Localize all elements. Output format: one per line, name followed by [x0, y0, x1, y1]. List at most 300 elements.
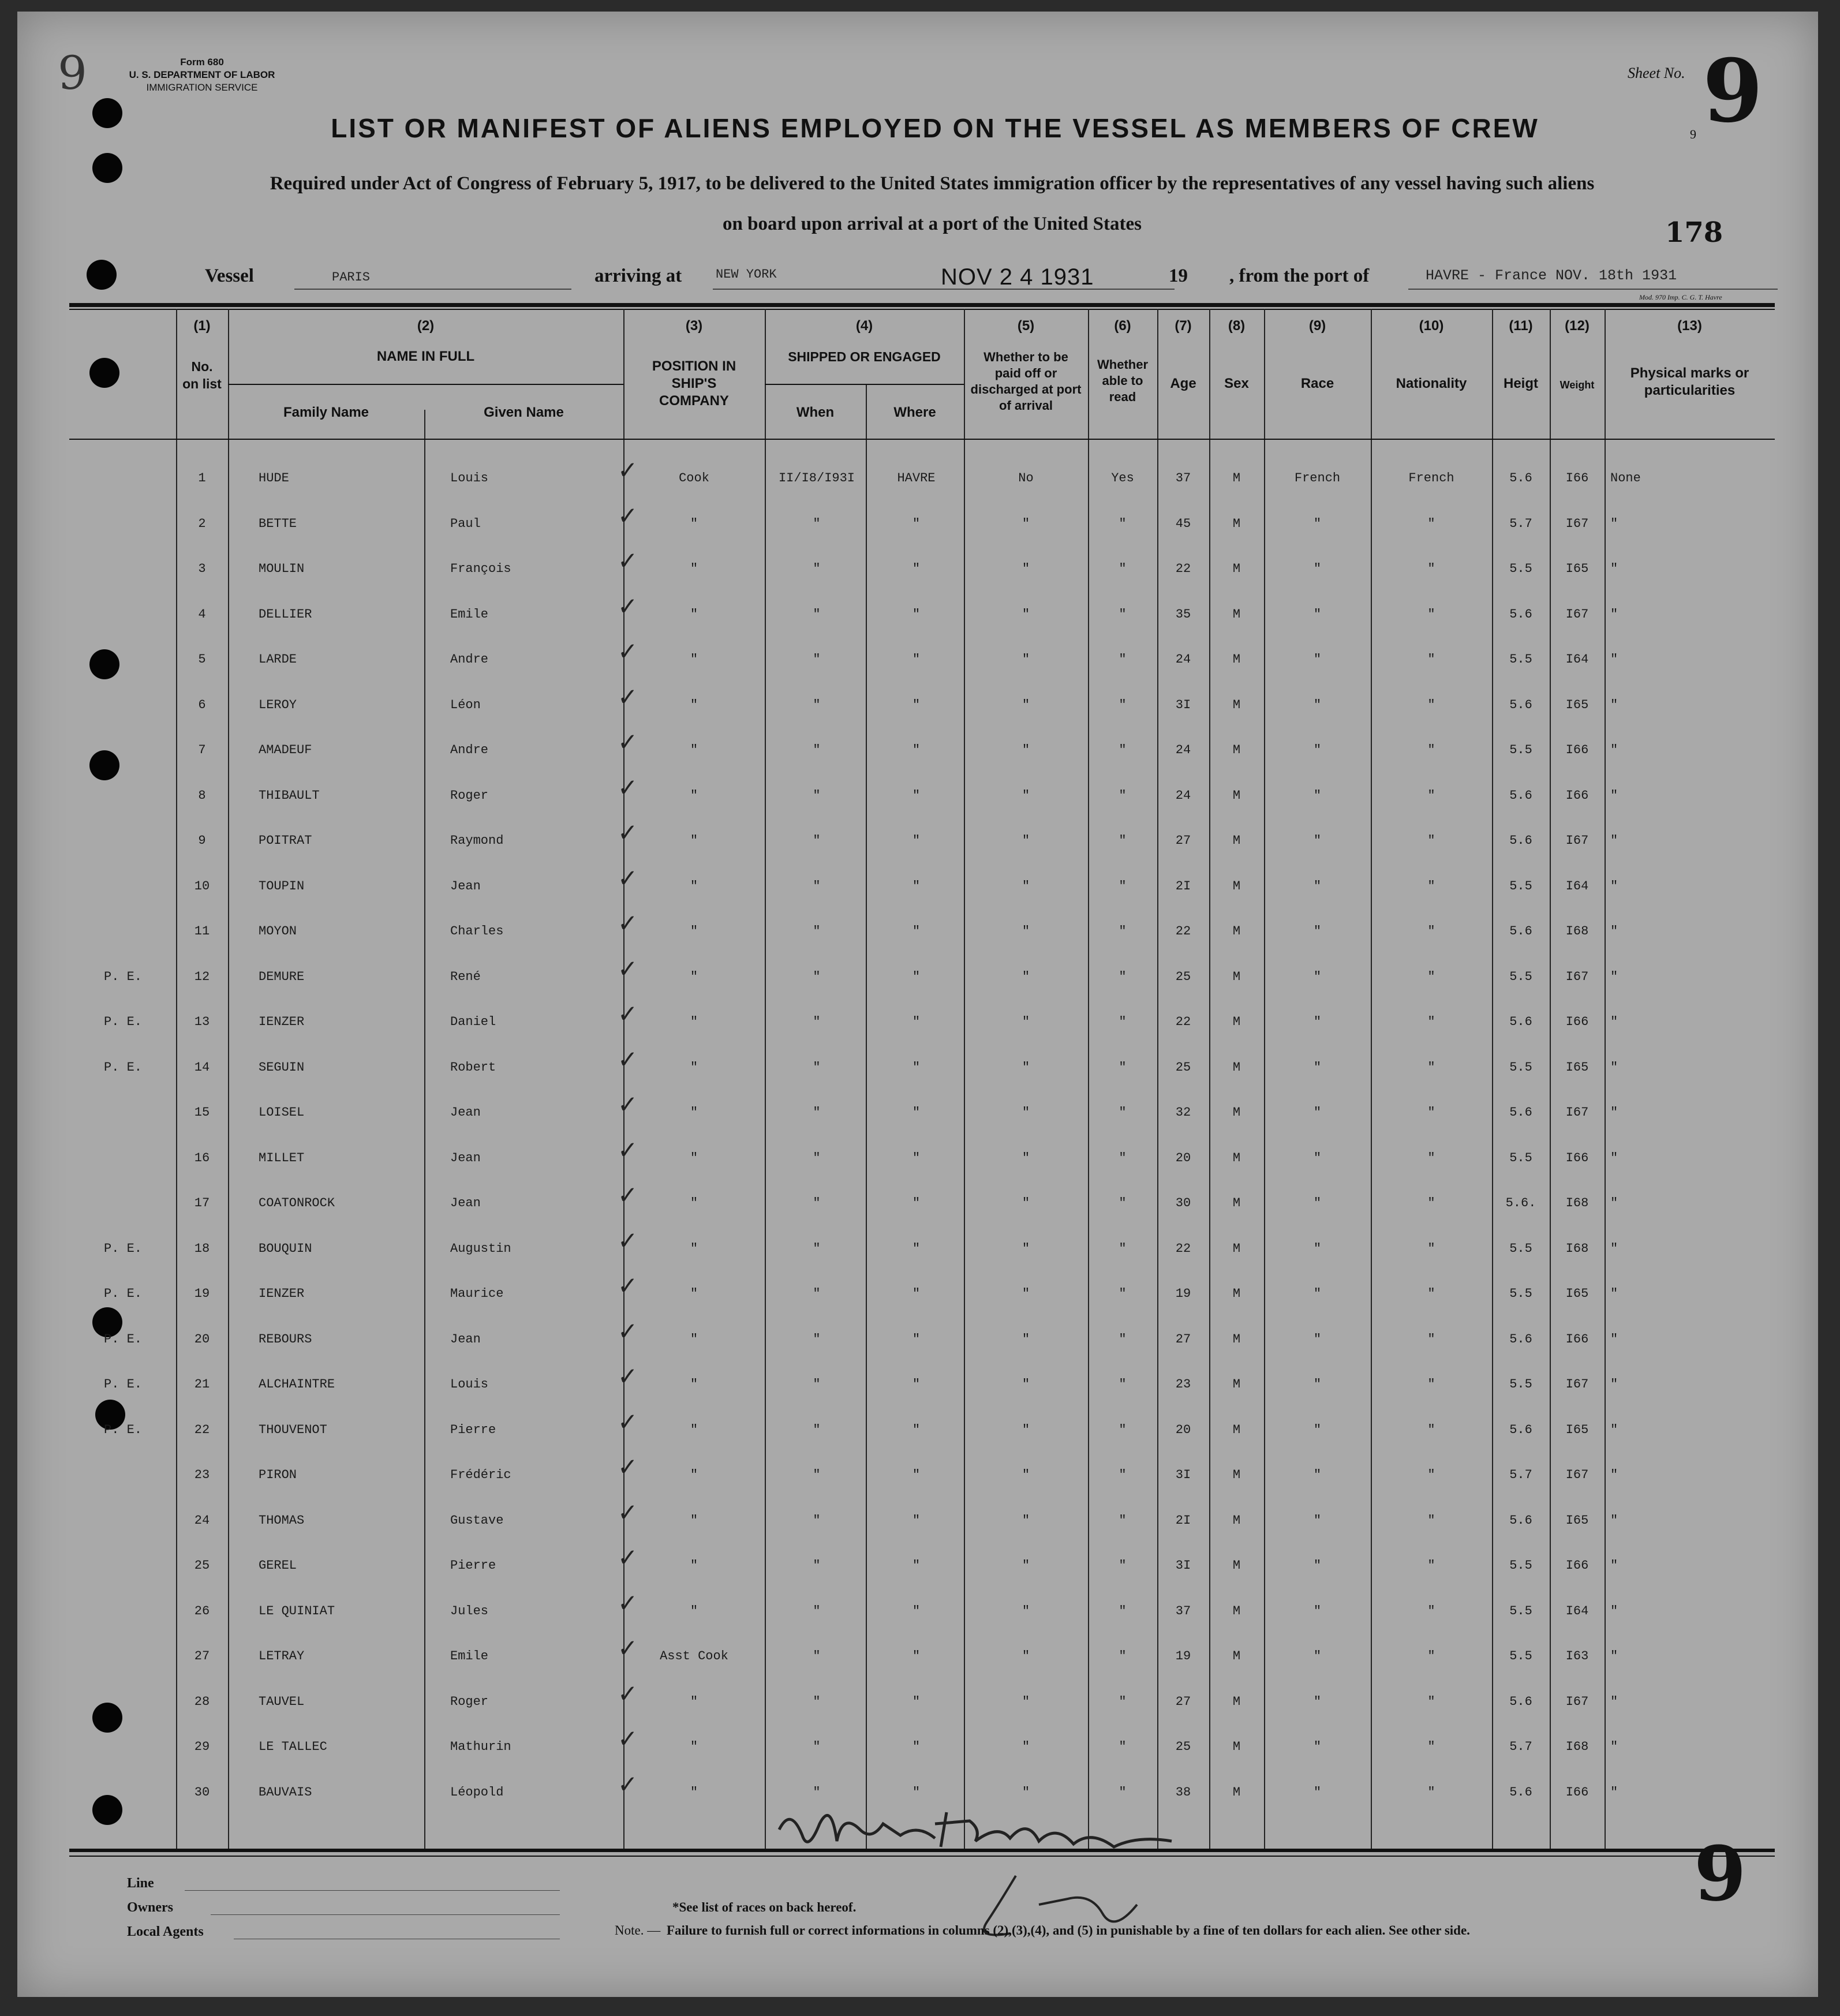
given-name: Paul: [450, 516, 481, 531]
family-name: LOISEL: [259, 1105, 305, 1120]
physical-marks: ": [1610, 1241, 1618, 1256]
col10-number: (10): [1419, 318, 1444, 334]
sex: M: [1232, 1740, 1241, 1754]
position: ": [690, 1513, 698, 1528]
shipped-where: ": [912, 1785, 921, 1800]
position: ": [690, 1785, 698, 1800]
age: 30: [1175, 1196, 1191, 1210]
shipped-when: ": [813, 652, 821, 667]
weight: I67: [1565, 1468, 1589, 1482]
shipped-when: ": [813, 1286, 821, 1301]
col10-heading: Nationality: [1396, 376, 1467, 391]
weight: I67: [1565, 516, 1589, 531]
paid-off: ": [1022, 1558, 1030, 1573]
height: 5.5: [1509, 1150, 1532, 1165]
col3-number: (3): [685, 318, 703, 334]
shipped-when: ": [813, 1060, 821, 1075]
row-number: 8: [198, 788, 206, 803]
family-name: AMADEUF: [259, 743, 312, 757]
weight: I66: [1565, 1015, 1589, 1029]
able-to-read: ": [1119, 1558, 1127, 1573]
row-number: 20: [194, 1331, 210, 1347]
row-number: 19: [194, 1286, 210, 1301]
shipped-when: ": [813, 697, 821, 712]
shipped-where: HAVRE: [897, 471, 936, 485]
able-to-read: ": [1119, 788, 1127, 803]
sex: M: [1232, 607, 1241, 622]
shipped-where: ": [912, 607, 921, 622]
check-mark-icon: ✓: [618, 1679, 638, 1708]
family-name: PIRON: [259, 1468, 297, 1482]
shipped-when: ": [813, 1377, 821, 1392]
nationality: ": [1427, 1105, 1435, 1120]
physical-marks: ": [1610, 1740, 1618, 1754]
paid-off: ": [1022, 924, 1030, 938]
shipped-where: ": [912, 833, 921, 848]
family-name: BAUVAIS: [259, 1785, 312, 1800]
shipped-where: ": [912, 1513, 921, 1528]
family-name: TOUPIN: [259, 878, 305, 893]
col-divider: [765, 309, 766, 1849]
paid-off: ": [1022, 833, 1030, 848]
row-number: 26: [194, 1603, 210, 1618]
position: ": [690, 652, 698, 667]
col5-number: (5): [1017, 318, 1035, 334]
shipped-where: ": [912, 1196, 921, 1210]
nationality: ": [1427, 652, 1435, 667]
physical-marks: ": [1610, 1603, 1618, 1618]
col-divider: [1209, 309, 1210, 1849]
able-to-read: ": [1119, 1015, 1127, 1029]
paid-off: ": [1022, 1060, 1030, 1075]
sex: M: [1232, 1015, 1241, 1029]
given-name: Gustave: [450, 1513, 504, 1528]
able-to-read: ": [1119, 652, 1127, 667]
weight: I66: [1565, 471, 1589, 485]
race: ": [1313, 1468, 1322, 1482]
race: ": [1313, 1740, 1322, 1754]
row-number: 15: [194, 1105, 210, 1120]
nationality: ": [1427, 1785, 1435, 1800]
family-name: REBOURS: [259, 1331, 312, 1347]
age: 35: [1175, 607, 1191, 622]
height: 5.7: [1509, 1740, 1532, 1754]
shipped-when: II/I8/I93I: [778, 471, 855, 485]
note-label: Note. —: [615, 1923, 661, 1938]
col2-heading: NAME IN FULL: [376, 349, 475, 364]
shipped-when: ": [813, 833, 821, 848]
col13-number: (13): [1677, 318, 1702, 334]
race: ": [1313, 924, 1322, 938]
departure-underline: [1408, 289, 1778, 290]
given-name: Louis: [450, 1377, 489, 1392]
age: 22: [1175, 924, 1191, 938]
race: ": [1313, 1603, 1322, 1618]
race: ": [1313, 788, 1322, 803]
nationality: ": [1427, 743, 1435, 757]
check-mark-icon: ✓: [618, 1226, 638, 1255]
given-name: Roger: [450, 788, 489, 803]
col11-heading: Heigt: [1504, 376, 1538, 391]
vessel-underline: [294, 289, 571, 290]
row-number: 16: [194, 1150, 210, 1165]
check-mark-icon: ✓: [618, 1725, 638, 1753]
shipped-when: ": [813, 1422, 821, 1437]
family-name: DELLIER: [259, 607, 312, 622]
weight: I64: [1565, 652, 1589, 667]
check-mark-icon: ✓: [618, 1770, 638, 1798]
able-to-read: Yes: [1111, 471, 1134, 485]
nationality: ": [1427, 562, 1435, 576]
age: 19: [1175, 1649, 1191, 1663]
sex: M: [1232, 562, 1241, 576]
nationality: ": [1427, 1694, 1435, 1709]
race: ": [1313, 1649, 1322, 1663]
age: 25: [1175, 1740, 1191, 1754]
age: 37: [1175, 1603, 1191, 1618]
col7-heading: Age: [1170, 376, 1196, 391]
col-divider: [1492, 309, 1493, 1849]
col8-number: (8): [1228, 318, 1246, 334]
shipped-where: ": [912, 697, 921, 712]
height: 5.5: [1509, 562, 1532, 576]
weight: I66: [1565, 1785, 1589, 1800]
check-mark-icon: ✓: [618, 1135, 638, 1164]
physical-marks: ": [1610, 697, 1618, 712]
sex: M: [1232, 652, 1241, 667]
position: ": [690, 743, 698, 757]
row-number: 2: [198, 516, 206, 531]
family-name: MOULIN: [259, 562, 305, 576]
col7-number: (7): [1175, 318, 1192, 334]
col-divider: [964, 309, 965, 1849]
given-name: Léopold: [450, 1785, 504, 1800]
family-name: LARDE: [259, 652, 297, 667]
shipped-where: ": [912, 516, 921, 531]
given-name: Emile: [450, 607, 489, 622]
age: 37: [1175, 471, 1191, 485]
col6-heading: Whether able to read: [1097, 357, 1148, 404]
shipped-where: ": [912, 1015, 921, 1029]
row-number: 30: [194, 1785, 210, 1800]
shipped-when: ": [813, 516, 821, 531]
race: ": [1313, 1150, 1322, 1165]
sex: M: [1232, 471, 1241, 485]
table-top-rule: [69, 303, 1775, 307]
sex: M: [1232, 516, 1241, 531]
physical-marks: ": [1610, 1015, 1618, 1029]
paid-off: ": [1022, 1241, 1030, 1256]
position: ": [690, 562, 698, 576]
height: 5.5: [1509, 652, 1532, 667]
col4-where-heading: Where: [893, 405, 936, 420]
col9-number: (9): [1308, 318, 1326, 334]
shipped-when: ": [813, 607, 821, 622]
age: 27: [1175, 1331, 1191, 1347]
height: 5.6: [1509, 1422, 1532, 1437]
given-name: Jean: [450, 1150, 481, 1165]
position: ": [690, 607, 698, 622]
check-mark-icon: ✓: [618, 1498, 638, 1527]
sex: M: [1232, 1422, 1241, 1437]
paid-off: ": [1022, 1468, 1030, 1482]
age: 32: [1175, 1105, 1191, 1120]
weight: I68: [1565, 1196, 1589, 1210]
sex: M: [1232, 878, 1241, 893]
given-name: Maurice: [450, 1286, 504, 1301]
row-number: 22: [194, 1422, 210, 1437]
family-name: SEGUIN: [259, 1060, 305, 1075]
able-to-read: ": [1119, 1785, 1127, 1800]
fine-note: Failure to furnish full or correct informations in columns (2),(3),(4), and (5) in punishable by a fine of ten dollars for each alien. See other side.: [667, 1923, 1470, 1938]
physical-marks: ": [1610, 1468, 1618, 1482]
check-mark-icon: ✓: [618, 592, 638, 620]
paid-off: ": [1022, 562, 1030, 576]
physical-marks: ": [1610, 607, 1618, 622]
shipped-where: ": [912, 1603, 921, 1618]
position: ": [690, 697, 698, 712]
check-mark-icon: ✓: [618, 1588, 638, 1617]
physical-marks: ": [1610, 1150, 1618, 1165]
physical-marks: ": [1610, 788, 1618, 803]
physical-marks: ": [1610, 1105, 1618, 1120]
able-to-read: ": [1119, 969, 1127, 984]
shipped-where: ": [912, 1694, 921, 1709]
row-number: 6: [198, 697, 206, 712]
sex: M: [1232, 1649, 1241, 1663]
manifest-page: [17, 12, 1818, 1997]
able-to-read: ": [1119, 833, 1127, 848]
shipped-when: ": [813, 924, 821, 938]
nationality: ": [1427, 1241, 1435, 1256]
col-divider: [1371, 309, 1372, 1849]
given-name: Augustin: [450, 1241, 511, 1256]
physical-marks: ": [1610, 652, 1618, 667]
paid-off: ": [1022, 607, 1030, 622]
pe-mark: P. E.: [104, 1060, 143, 1075]
height: 5.6: [1509, 1694, 1532, 1709]
race: ": [1313, 1196, 1322, 1210]
check-mark-icon: ✓: [618, 728, 638, 756]
able-to-read: ": [1119, 1060, 1127, 1075]
position: ": [690, 924, 698, 938]
row-number: 24: [194, 1513, 210, 1528]
given-name: Jean: [450, 1331, 481, 1347]
given-name: Louis: [450, 471, 489, 485]
check-mark-icon: ✓: [618, 1316, 638, 1345]
race: ": [1313, 1241, 1322, 1256]
able-to-read: ": [1119, 1196, 1127, 1210]
physical-marks: ": [1610, 924, 1618, 938]
height: 5.5: [1509, 1649, 1532, 1663]
able-to-read: ": [1119, 1377, 1127, 1392]
family-name: TAUVEL: [259, 1694, 305, 1709]
row-number: 4: [198, 607, 206, 622]
service-name: IMMIGRATION SERVICE: [146, 82, 258, 93]
able-to-read: ": [1119, 1694, 1127, 1709]
position: ": [690, 1105, 698, 1120]
shipped-where: ": [912, 1649, 921, 1663]
weight: I65: [1565, 1286, 1589, 1301]
page-title: LIST OR MANIFEST OF ALIENS EMPLOYED ON THE VESSEL AS MEMBERS OF CREW: [331, 113, 1539, 143]
nationality: ": [1427, 1513, 1435, 1528]
row-number: 27: [194, 1649, 210, 1663]
shipped-when: ": [813, 1196, 821, 1210]
paid-off: ": [1022, 1694, 1030, 1709]
col-divider: [228, 309, 229, 1849]
height: 5.5: [1509, 1603, 1532, 1618]
weight: I66: [1565, 788, 1589, 803]
line-label: Line: [127, 1876, 154, 1891]
col-divider: [1550, 309, 1551, 1849]
check-mark-icon: ✓: [618, 818, 638, 847]
arriving-port: NEW YORK: [716, 267, 777, 282]
shipped-when: ": [813, 1694, 821, 1709]
shipped-where: ": [912, 743, 921, 757]
nationality: ": [1427, 1603, 1435, 1618]
weight: I66: [1565, 1331, 1589, 1347]
height: 5.6: [1509, 1785, 1532, 1800]
age: 45: [1175, 516, 1191, 531]
family-name: THIBAULT: [259, 788, 320, 803]
position: ": [690, 1150, 698, 1165]
race: ": [1313, 1694, 1322, 1709]
family-name: DEMURE: [259, 969, 305, 984]
shipped-when: ": [813, 1603, 821, 1618]
shipped-where: ": [912, 1060, 921, 1075]
shipped-where: ": [912, 1422, 921, 1437]
position: ": [690, 1558, 698, 1573]
sex: M: [1232, 1603, 1241, 1618]
able-to-read: ": [1119, 1468, 1127, 1482]
weight: I65: [1565, 1422, 1589, 1437]
shipped-when: ": [813, 1513, 821, 1528]
punch-hole: [87, 260, 117, 290]
nationality: ": [1427, 1015, 1435, 1029]
weight: I65: [1565, 1060, 1589, 1075]
punch-hole: [92, 1795, 122, 1825]
age: 3I: [1175, 1468, 1191, 1482]
shipped-where: ": [912, 924, 921, 938]
shipped-where: ": [912, 562, 921, 576]
shipped-where: ": [912, 878, 921, 893]
sex: M: [1232, 833, 1241, 848]
weight: I67: [1565, 1694, 1589, 1709]
year-label: 19: [1169, 265, 1188, 286]
check-mark-icon: ✓: [618, 682, 638, 711]
given-name: Mathurin: [450, 1740, 511, 1754]
weight: I66: [1565, 743, 1589, 757]
weight: I64: [1565, 878, 1589, 893]
shipped-where: ": [912, 1331, 921, 1347]
shipped-when: ": [813, 1241, 821, 1256]
nationality: ": [1427, 1196, 1435, 1210]
given-name: Jean: [450, 1105, 481, 1120]
nationality: ": [1427, 833, 1435, 848]
col-divider: [1605, 309, 1606, 1849]
given-name: René: [450, 969, 481, 984]
check-mark-icon: ✓: [618, 909, 638, 937]
given-name: Andre: [450, 743, 489, 757]
sex: M: [1232, 743, 1241, 757]
shipped-when: ": [813, 1015, 821, 1029]
nationality: ": [1427, 878, 1435, 893]
col4-when-heading: When: [796, 405, 835, 420]
subtitle-line-1: Required under Act of Congress of February 5, 1917, to be delivered to the United States immigration officer by the representatives of any vessel having such aliens: [270, 173, 1595, 194]
height: 5.5: [1509, 969, 1532, 984]
family-name: LE TALLEC: [259, 1740, 327, 1754]
position: ": [690, 1377, 698, 1392]
race: ": [1313, 1785, 1322, 1800]
height: 5.6: [1509, 1015, 1532, 1029]
given-name: Robert: [450, 1060, 496, 1075]
weight: I68: [1565, 1740, 1589, 1754]
check-mark-icon: ✓: [618, 1543, 638, 1572]
col3-heading: POSITION IN SHIP'S COMPANY: [652, 358, 736, 409]
sheet-number-small: 9: [1690, 127, 1696, 141]
family-name: HUDE: [259, 471, 289, 485]
col2-given-heading: Given Name: [484, 405, 564, 420]
height: 5.6: [1509, 1513, 1532, 1528]
col-divider: [1088, 309, 1089, 1849]
age: 22: [1175, 562, 1191, 576]
age: 2I: [1175, 1513, 1191, 1528]
sex: M: [1232, 1241, 1241, 1256]
position: ": [690, 1015, 698, 1029]
able-to-read: ": [1119, 743, 1127, 757]
nationality: ": [1427, 1422, 1435, 1437]
physical-marks: ": [1610, 969, 1618, 984]
position: ": [690, 788, 698, 803]
paid-off: ": [1022, 1785, 1030, 1800]
punch-hole: [92, 98, 122, 128]
col-divider: [866, 384, 867, 1849]
family-name: LE QUINIAT: [259, 1603, 335, 1618]
weight: I63: [1565, 1649, 1589, 1663]
shipped-where: ": [912, 1377, 921, 1392]
race: ": [1313, 1513, 1322, 1528]
col6-number: (6): [1114, 318, 1131, 334]
punch-hole: [92, 1703, 122, 1733]
paid-off: ": [1022, 652, 1030, 667]
paid-off: ": [1022, 1377, 1030, 1392]
physical-marks: ": [1610, 1196, 1618, 1210]
physical-marks: ": [1610, 878, 1618, 893]
able-to-read: ": [1119, 1603, 1127, 1618]
race: ": [1313, 1015, 1322, 1029]
pe-mark: P. E.: [104, 1331, 143, 1347]
race: ": [1313, 1377, 1322, 1392]
age: 24: [1175, 788, 1191, 803]
family-name: THOUVENOT: [259, 1422, 327, 1437]
race: ": [1313, 1422, 1322, 1437]
height: 5.5: [1509, 1241, 1532, 1256]
height: 5.5: [1509, 1558, 1532, 1573]
nationality: French: [1408, 471, 1454, 485]
physical-marks: ": [1610, 1286, 1618, 1301]
header-bottom-rule: [69, 439, 1775, 440]
subtitle-line-2: on board upon arrival at a port of the United States: [722, 214, 1142, 234]
age: 22: [1175, 1241, 1191, 1256]
age: 19: [1175, 1286, 1191, 1301]
weight: I66: [1565, 1558, 1589, 1573]
sex: M: [1232, 1468, 1241, 1482]
paid-off: ": [1022, 1422, 1030, 1437]
sex: M: [1232, 697, 1241, 712]
sex: M: [1232, 1060, 1241, 1075]
position: ": [690, 1331, 698, 1347]
height: 5.6: [1509, 788, 1532, 803]
